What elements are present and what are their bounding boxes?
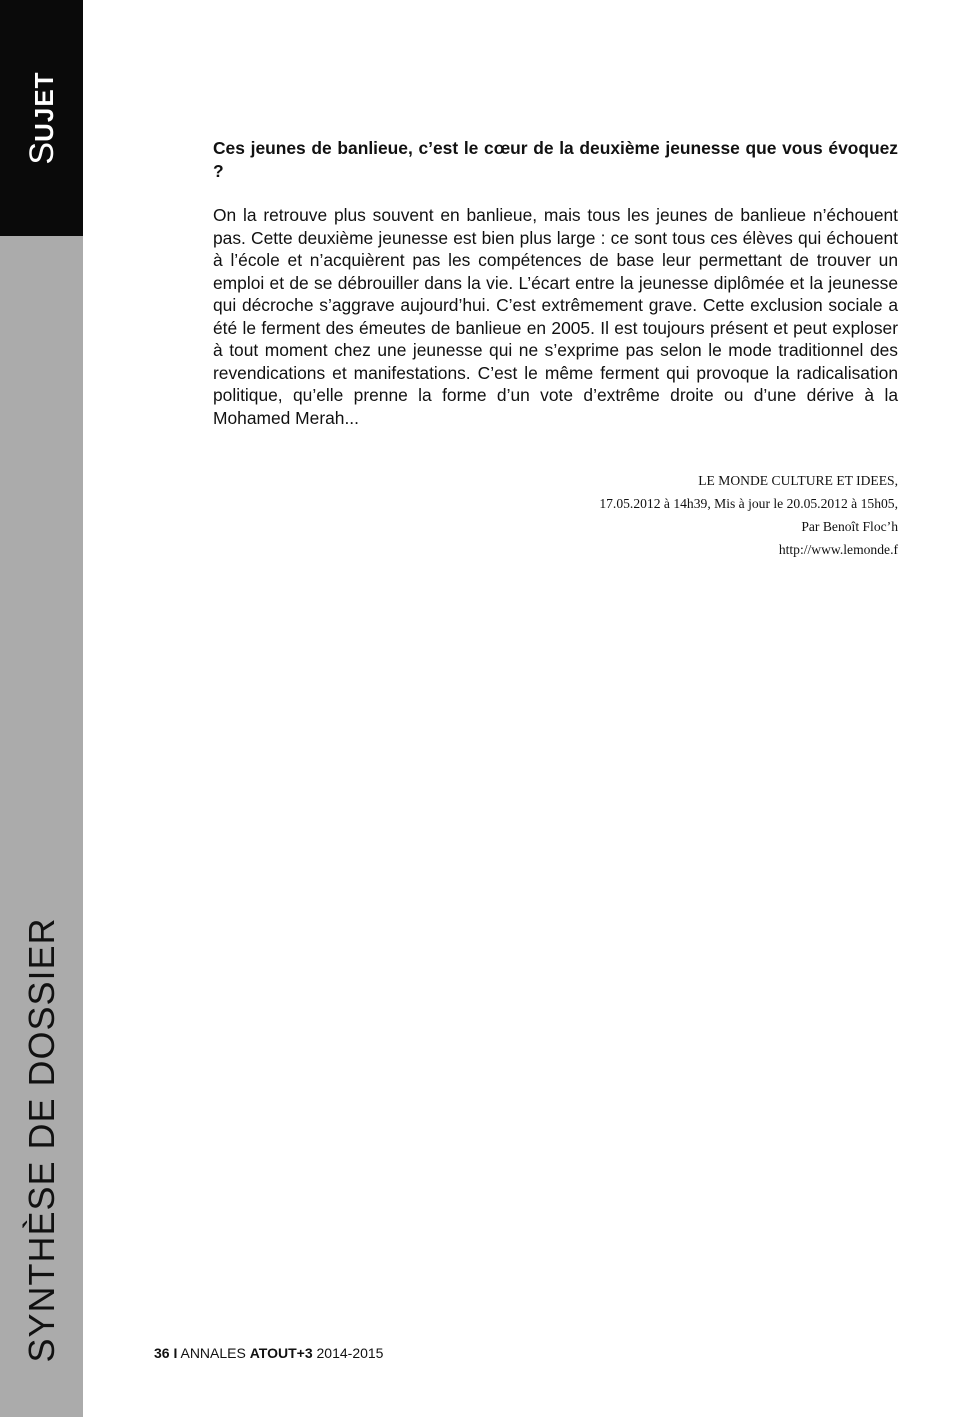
section-label-initial: S bbox=[23, 141, 61, 165]
section-label bbox=[25, 71, 59, 164]
article bbox=[213, 137, 898, 561]
interview-answer: On la retrouve plus souvent en banlieue, mais tous les jeunes de banlieue n’échouent pas. Cette deuxième jeunesse est bien plus large : ce sont tous ces élèves qui échouent à l’école et n’acquièrent pas les compétences de base leur permettant de trouver un emploi et de se débrouiller dans la vie. L’écart entre la jeunesse diplômée et la jeunesse qui décroche s’aggrave aujourd’hui. C’est extrêmement grave. Cette exclusion sociale a été le ferment des émeutes de banlieue en 2005. Il est toujours présent et peut exploser à tout moment chez une jeunesse qui ne s’exprime pas selon le mode traditionnel des revendications et manifestations. C’est le même ferment qui provoque la radicalisation politique, qu’elle prenne la forme d’un vote d’extrême droite ou d’une dérive à la Mohamed Merah... bbox=[213, 205, 898, 428]
footer-annales: ANNALES bbox=[180, 1345, 246, 1361]
footer-years: 2014-2015 bbox=[316, 1345, 384, 1361]
source-dates: 17.05.2012 à 14h39, Mis à jour le 20.05.2012 à 15h05, bbox=[599, 496, 898, 511]
footer-separator: I bbox=[173, 1345, 178, 1361]
interview-question: Ces jeunes de banlieue, c’est le cœur de la deuxième jeunesse que vous évoquez ? bbox=[213, 138, 898, 181]
category-label: SYNTHÈSE DE DOSSIER bbox=[21, 917, 62, 1363]
page-footer bbox=[154, 1344, 383, 1362]
source-url: http://www.lemonde.f bbox=[778, 542, 898, 557]
source-citation bbox=[213, 469, 898, 561]
sidebar-black-band bbox=[0, 0, 83, 236]
footer-brand: ATOUT+3 bbox=[249, 1345, 313, 1361]
source-author: Par Benoît Floc’h bbox=[801, 519, 898, 534]
source-publication: LE MONDE CULTURE ET IDEES, bbox=[698, 473, 898, 488]
section-label-rest: UJET bbox=[29, 71, 59, 142]
page-number: 36 bbox=[154, 1345, 170, 1361]
